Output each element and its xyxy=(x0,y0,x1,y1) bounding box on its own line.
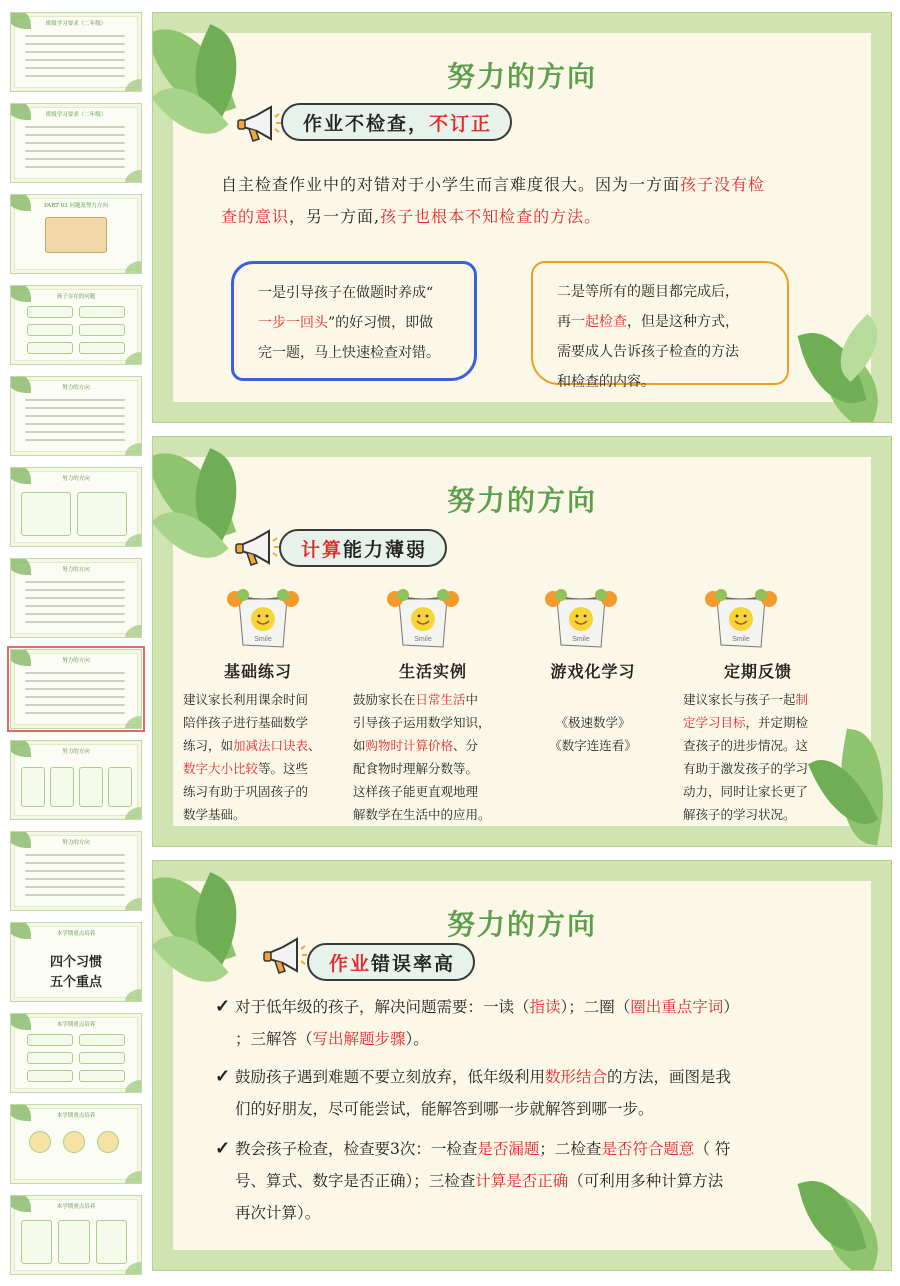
highlight-text: 数字大小比较 xyxy=(183,761,259,776)
column-line xyxy=(183,734,333,757)
body-text: 中 xyxy=(465,692,479,707)
strategy-column xyxy=(683,659,833,826)
column-heading: 定期反馈 xyxy=(723,662,792,681)
body-text: ，但是这种方式， xyxy=(627,314,739,330)
column-line xyxy=(353,803,513,826)
thumbnail-title: 本学期重点培养 xyxy=(56,1204,96,1210)
body-text: ）；二圈（ xyxy=(560,998,631,1016)
thumbnail-title: 本学期重点培养 xyxy=(56,1022,96,1028)
body-text: 如 xyxy=(353,738,366,753)
slide-thumbnail-panel xyxy=(0,0,150,1286)
thumbnail-title: 努力的方向 xyxy=(62,567,90,573)
body-text: 练习，如 xyxy=(183,738,234,753)
column-body xyxy=(353,688,513,826)
slide-thumbnail[interactable] xyxy=(10,649,142,729)
body-text: 解数学在生活中的应用。 xyxy=(353,807,491,822)
intro-line-2 xyxy=(221,201,841,233)
body-text: 、分 xyxy=(453,738,479,753)
topic-pill: 作业不检查， 不订正 xyxy=(281,103,512,141)
body-text: ”的好习惯，即做 xyxy=(328,315,434,331)
body-text: ；二检查 xyxy=(539,1140,602,1158)
body-text: 鼓励家长在 xyxy=(353,692,416,707)
thumbnail-title: PART 03 问题及努力方向 xyxy=(44,203,108,209)
body-text: 配食物时理解分数等。 xyxy=(353,761,479,776)
strategy-column xyxy=(353,659,513,826)
column-body xyxy=(183,688,333,826)
body-text: ；三解答（ xyxy=(235,1030,313,1048)
body-text: （可利用多种计算方法 xyxy=(568,1172,724,1190)
highlight-text: 查的意识 xyxy=(221,207,290,226)
slide-thumbnail[interactable] xyxy=(10,740,142,820)
body-text: 再次计算）。 xyxy=(235,1204,321,1222)
highlight-text: 一步一回头 xyxy=(258,315,328,331)
highlight-text: 定学习目标 xyxy=(683,715,746,730)
highlight-text: 圈出重点字词 xyxy=(630,998,724,1016)
intro-line-1 xyxy=(221,169,841,201)
body-text: 《极速数学》 xyxy=(555,715,631,730)
thumbnail-title: 本学期重点培养 xyxy=(56,931,96,937)
topic-pill: 计算 能力薄弱 xyxy=(279,529,447,567)
column-line xyxy=(683,803,833,826)
highlight-text: 购物时计算价格 xyxy=(365,738,454,753)
slide-thumbnail[interactable] xyxy=(10,922,142,1002)
column-line xyxy=(183,711,333,734)
highlight-text: 写出解题步骤 xyxy=(312,1030,406,1048)
highlight-text: 一起检查 xyxy=(571,314,627,330)
slide-thumbnail[interactable] xyxy=(10,467,142,547)
check-icon: ✓ xyxy=(215,1138,231,1159)
check-icon: ✓ xyxy=(215,996,231,1017)
thumbnail-big-text: 四个习惯 xyxy=(49,955,102,970)
thumbnail-title: 努力的方向 xyxy=(62,749,90,755)
thumbnail-title: 努力的方向 xyxy=(62,840,90,846)
thumbnail-title: 努力的方向 xyxy=(62,476,90,482)
bullet-text xyxy=(215,991,831,1055)
column-heading: 游戏化学习 xyxy=(550,662,636,681)
slide-thumbnail[interactable] xyxy=(10,194,142,274)
flag-label: Smile xyxy=(732,636,750,643)
slide-thumbnail[interactable] xyxy=(10,558,142,638)
column-line xyxy=(533,688,653,711)
column-line xyxy=(183,780,333,803)
body-text: 再 xyxy=(557,314,571,330)
bullet-line xyxy=(235,1197,831,1229)
highlight-text: 数形结合 xyxy=(545,1068,608,1086)
column-line xyxy=(183,803,333,826)
body-text: 解孩子的学习状况。 xyxy=(683,807,796,822)
body-text: 二是等所有的题目都完成后， xyxy=(557,284,739,300)
flag-label: Smile xyxy=(572,636,590,643)
leaf-decoration-bottom-right xyxy=(777,298,887,418)
column-body xyxy=(683,688,833,826)
strategy-column xyxy=(533,659,653,757)
body-text: 完一题，马上快速检查对错。 xyxy=(258,345,440,361)
megaphone-icon xyxy=(235,105,281,145)
column-heading: 基础练习 xyxy=(223,662,292,681)
slide-thumbnail[interactable] xyxy=(10,1104,142,1184)
bullet-line xyxy=(235,1093,831,1125)
slide-thumbnail[interactable] xyxy=(10,12,142,92)
body-text: 自主检查作业中的对错对于小学生而言难度很大。因为一方面 xyxy=(221,175,681,194)
body-text: ，并定期检 xyxy=(745,715,809,730)
body-text: 等。这些 xyxy=(258,761,309,776)
method-two-box xyxy=(531,261,789,390)
body-text: 数学基础。 xyxy=(183,807,246,822)
body-text: 和检查的内容。 xyxy=(557,374,655,390)
column-body xyxy=(533,688,653,757)
bullet-text xyxy=(215,1133,831,1229)
column-line xyxy=(183,757,333,780)
column-line xyxy=(353,780,513,803)
body-text: 动力，同时让家长更了 xyxy=(683,784,809,799)
slide-thumbnail[interactable] xyxy=(10,103,142,183)
bullet-line xyxy=(235,1165,831,1197)
body-text: 引导孩子运用数学知识， xyxy=(353,715,491,730)
column-line xyxy=(353,688,513,711)
topic-pill: 作业 错误率高 xyxy=(307,943,475,981)
column-heading: 生活实例 xyxy=(398,662,467,681)
highlight-text: 日常生活 xyxy=(415,692,466,707)
bullet-line xyxy=(235,1061,831,1093)
bullet-line xyxy=(235,1133,831,1165)
highlight-text: 制 xyxy=(795,692,809,707)
slide-1[interactable] xyxy=(152,12,892,423)
body-text: 鼓励孩子遇到难题不要立刻放弃，低年级利用 xyxy=(235,1068,546,1086)
body-text: 的方法，画图是我 xyxy=(607,1068,732,1086)
smile-flag-icon xyxy=(385,589,461,651)
bullet-line xyxy=(235,1023,831,1055)
thumbnail-title: 孩子存在的问题 xyxy=(56,294,96,300)
intro-paragraph xyxy=(221,169,841,233)
megaphone-icon xyxy=(261,937,307,977)
column-line xyxy=(533,711,653,734)
column-line xyxy=(683,688,833,711)
slide-title: 努力的方向 xyxy=(446,60,597,93)
advice-bullet xyxy=(215,991,831,1055)
highlight-text: 是否符合题意 xyxy=(601,1140,695,1158)
body-text: 需要成人告诉孩子检查的方法 xyxy=(557,344,739,360)
column-line xyxy=(683,780,833,803)
thumbnail-title: 努力的方向 xyxy=(62,658,90,664)
advice-bullet xyxy=(215,1061,831,1125)
slide-title: 努力的方向 xyxy=(446,908,597,941)
slide-title: 努力的方向 xyxy=(446,484,597,517)
smile-flag-icon xyxy=(225,589,301,651)
smile-flag-icon xyxy=(543,589,619,651)
column-line xyxy=(353,711,513,734)
body-text: 有助于激发孩子的学习 xyxy=(683,761,809,776)
slide-thumbnail[interactable] xyxy=(10,285,142,365)
check-icon: ✓ xyxy=(215,1066,231,1087)
column-line xyxy=(353,734,513,757)
highlight-text: 孩子也根本不知检查的方法。 xyxy=(380,207,602,226)
body-text: 对于低年级的孩子，解决问题需要：一读（ xyxy=(235,998,530,1016)
flag-label: Smile xyxy=(254,636,272,643)
thumbnail-title: 努力的方向 xyxy=(62,385,90,391)
column-line xyxy=(683,734,833,757)
slide-thumbnail[interactable] xyxy=(10,1195,142,1275)
column-line xyxy=(183,688,333,711)
smile-flag-icon xyxy=(703,589,779,651)
body-text: 这样孩子能更直观地理 xyxy=(353,784,479,799)
body-text: 教会孩子检查，检查要3次：一检查 xyxy=(235,1140,478,1158)
body-text: 查孩子的进步情况。这 xyxy=(683,738,809,753)
body-text: ） xyxy=(723,998,739,1016)
body-text: 、 xyxy=(308,738,321,753)
body-text: 《数字连连看》 xyxy=(549,738,637,753)
body-text: 建议家长利用课余时间 xyxy=(183,692,309,707)
body-text: 号、算式、数字是否正确）；三检查 xyxy=(235,1172,476,1190)
body-text: （ 符 xyxy=(694,1140,731,1158)
body-text: 建议家长与孩子一起 xyxy=(683,692,796,707)
column-line xyxy=(533,734,653,757)
advice-bullet xyxy=(215,1133,831,1229)
slide-thumbnail[interactable] xyxy=(10,1013,142,1093)
thumbnail-title: 班级学习要求（二年级） xyxy=(45,112,107,118)
column-line xyxy=(683,757,833,780)
body-text: 练习有助于巩固孩子的 xyxy=(183,784,309,799)
slide-2[interactable] xyxy=(152,436,892,847)
slide-thumbnail[interactable] xyxy=(10,831,142,911)
body-text: 陪伴孩子进行基础数学 xyxy=(183,715,309,730)
column-line xyxy=(683,711,833,734)
highlight-text: 指读 xyxy=(529,998,561,1016)
column-line xyxy=(353,757,513,780)
slide-3[interactable] xyxy=(152,860,892,1271)
body-text: 们的好朋友，尽可能尝试，能解答到哪一步就解答到哪一步。 xyxy=(235,1100,654,1118)
thumbnail-big-text: 五个重点 xyxy=(49,975,102,990)
highlight-text: 是否漏题 xyxy=(477,1140,540,1158)
method-one-box xyxy=(231,261,477,381)
megaphone-icon xyxy=(233,529,279,569)
body-text: ）。 xyxy=(405,1030,429,1048)
highlight-text: 孩子没有检 xyxy=(680,175,766,194)
highlight-text: 加减法口诀表 xyxy=(233,738,309,753)
thumbnail-title: 班级学习要求（二年级） xyxy=(45,21,107,27)
slide-thumbnail[interactable] xyxy=(10,376,142,456)
bullet-line xyxy=(235,991,831,1023)
bullet-text xyxy=(215,1061,831,1125)
highlight-text: 计算是否正确 xyxy=(475,1172,569,1190)
body-text: 一是引导孩子在做题时养成“ xyxy=(258,285,434,301)
thumbnail-title: 本学期重点培养 xyxy=(56,1113,96,1119)
body-text: ，另一方面, xyxy=(289,207,381,226)
strategy-column xyxy=(183,659,333,826)
flag-label: Smile xyxy=(414,636,432,643)
